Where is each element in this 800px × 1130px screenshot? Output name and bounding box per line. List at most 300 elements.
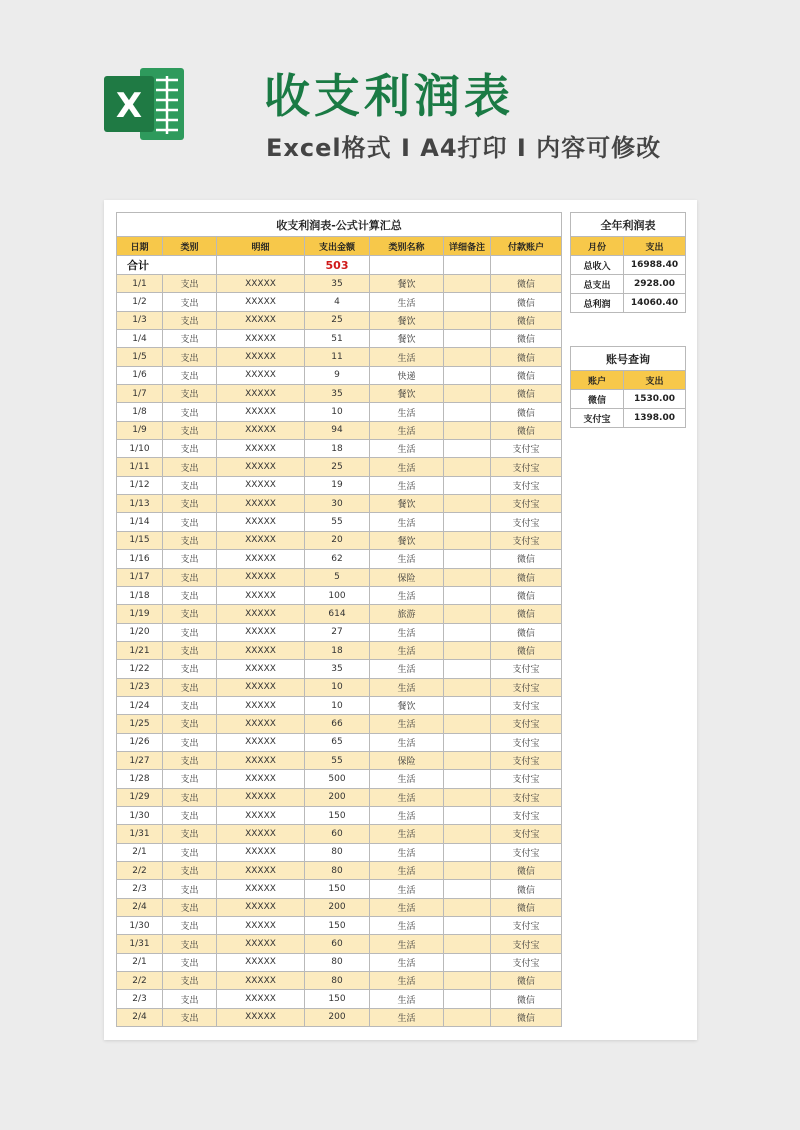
table-row	[117, 586, 562, 604]
expense-table-caption: 收支利润表-公式计算汇总	[117, 213, 562, 237]
date-cell: 1/25	[117, 715, 163, 733]
account-cell: 微信	[491, 623, 562, 641]
detail-cell: XXXXX	[217, 275, 305, 293]
column-header: 支出	[624, 237, 686, 256]
table-row	[117, 972, 562, 990]
account-cell: 微信	[491, 550, 562, 568]
amount-cell: 10	[305, 403, 370, 421]
account-cell: 支付宝	[491, 678, 562, 696]
amount-cell: 100	[305, 586, 370, 604]
logo-letter: X	[115, 86, 143, 126]
table-row	[117, 550, 562, 568]
detail-cell: XXXXX	[217, 476, 305, 494]
table-cell	[444, 256, 491, 275]
category-cell: 生活	[370, 917, 444, 935]
amount-cell: 25	[305, 311, 370, 329]
table-row	[117, 678, 562, 696]
amount-cell: 200	[305, 898, 370, 916]
account-cell: 微信	[491, 348, 562, 366]
amount-cell: 150	[305, 880, 370, 898]
note-cell	[444, 1008, 491, 1026]
amount-cell: 55	[305, 751, 370, 769]
account-cell: 微信	[491, 898, 562, 916]
detail-cell: XXXXX	[217, 678, 305, 696]
date-cell: 1/7	[117, 385, 163, 403]
detail-cell: XXXXX	[217, 586, 305, 604]
table-row	[117, 385, 562, 403]
date-cell: 1/27	[117, 751, 163, 769]
account-cell: 支付宝	[491, 440, 562, 458]
annual-profit-header	[571, 237, 686, 256]
detail-cell: XXXXX	[217, 715, 305, 733]
detail-cell: XXXXX	[217, 293, 305, 311]
table-row	[117, 641, 562, 659]
date-cell: 2/2	[117, 862, 163, 880]
account-cell: 微信	[491, 586, 562, 604]
detail-cell: XXXXX	[217, 898, 305, 916]
date-cell: 1/16	[117, 550, 163, 568]
detail-cell: XXXXX	[217, 513, 305, 531]
type-cell: 支出	[163, 403, 217, 421]
row-value: 1398.00	[624, 409, 686, 428]
detail-cell: XXXXX	[217, 458, 305, 476]
type-cell: 支出	[163, 623, 217, 641]
type-cell: 支出	[163, 476, 217, 494]
type-cell: 支出	[163, 972, 217, 990]
type-cell: 支出	[163, 366, 217, 384]
detail-cell: XXXXX	[217, 330, 305, 348]
detail-cell: XXXXX	[217, 733, 305, 751]
category-cell: 餐饮	[370, 311, 444, 329]
note-cell	[444, 935, 491, 953]
note-cell	[444, 366, 491, 384]
date-cell: 1/31	[117, 935, 163, 953]
row-value: 16988.40	[624, 256, 686, 275]
detail-cell: XXXXX	[217, 843, 305, 861]
detail-cell: XXXXX	[217, 385, 305, 403]
type-cell: 支出	[163, 880, 217, 898]
account-cell: 微信	[491, 568, 562, 586]
table-row	[117, 311, 562, 329]
account-cell: 支付宝	[491, 917, 562, 935]
date-cell: 2/3	[117, 880, 163, 898]
note-cell	[444, 806, 491, 824]
row-value: 2928.00	[624, 275, 686, 294]
table-row	[117, 366, 562, 384]
date-cell: 1/29	[117, 788, 163, 806]
note-cell	[444, 421, 491, 439]
excel-logo-icon	[104, 62, 186, 146]
detail-cell: XXXXX	[217, 421, 305, 439]
table-row	[117, 293, 562, 311]
note-cell	[444, 513, 491, 531]
detail-cell: XXXXX	[217, 788, 305, 806]
date-cell: 1/31	[117, 825, 163, 843]
note-cell	[444, 348, 491, 366]
table-row	[117, 421, 562, 439]
detail-cell: XXXXX	[217, 751, 305, 769]
detail-cell: XXXXX	[217, 1008, 305, 1026]
table-row	[117, 275, 562, 293]
date-cell: 1/6	[117, 366, 163, 384]
category-cell: 生活	[370, 788, 444, 806]
table-row	[117, 715, 562, 733]
type-cell: 支出	[163, 733, 217, 751]
date-cell: 1/26	[117, 733, 163, 751]
category-cell: 生活	[370, 641, 444, 659]
note-cell	[444, 917, 491, 935]
category-cell: 生活	[370, 403, 444, 421]
amount-cell: 80	[305, 972, 370, 990]
table-row	[117, 568, 562, 586]
date-cell: 1/23	[117, 678, 163, 696]
note-cell	[444, 641, 491, 659]
account-cell: 支付宝	[491, 495, 562, 513]
amount-cell: 80	[305, 953, 370, 971]
note-cell	[444, 660, 491, 678]
type-cell: 支出	[163, 788, 217, 806]
account-cell: 支付宝	[491, 770, 562, 788]
type-cell: 支出	[163, 330, 217, 348]
type-cell: 支出	[163, 660, 217, 678]
table-row	[117, 788, 562, 806]
row-label: 支付宝	[571, 409, 624, 428]
type-cell: 支出	[163, 293, 217, 311]
date-cell: 1/8	[117, 403, 163, 421]
type-cell: 支出	[163, 641, 217, 659]
account-cell: 支付宝	[491, 825, 562, 843]
amount-cell: 20	[305, 531, 370, 549]
type-cell: 支出	[163, 770, 217, 788]
total-row	[117, 256, 562, 275]
account-cell: 微信	[491, 641, 562, 659]
column-header: 付款账户	[491, 237, 562, 256]
date-cell: 1/30	[117, 806, 163, 824]
date-cell: 1/13	[117, 495, 163, 513]
type-cell: 支出	[163, 348, 217, 366]
expense-table	[116, 212, 562, 1027]
date-cell: 2/4	[117, 1008, 163, 1026]
amount-cell: 10	[305, 678, 370, 696]
row-value: 14060.40	[624, 294, 686, 313]
note-cell	[444, 696, 491, 714]
type-cell: 支出	[163, 715, 217, 733]
date-cell: 1/15	[117, 531, 163, 549]
row-label: 总利润	[571, 294, 624, 313]
page-header	[0, 0, 800, 190]
date-cell: 1/3	[117, 311, 163, 329]
type-cell: 支出	[163, 440, 217, 458]
note-cell	[444, 862, 491, 880]
type-cell: 支出	[163, 568, 217, 586]
page-title: 收支利润表	[264, 69, 514, 123]
amount-cell: 150	[305, 917, 370, 935]
column-header: 类别	[163, 237, 217, 256]
note-cell	[444, 293, 491, 311]
account-cell: 支付宝	[491, 733, 562, 751]
note-cell	[444, 898, 491, 916]
amount-cell: 11	[305, 348, 370, 366]
date-cell: 1/1	[117, 275, 163, 293]
amount-cell: 500	[305, 770, 370, 788]
account-cell: 支付宝	[491, 513, 562, 531]
type-cell: 支出	[163, 311, 217, 329]
note-cell	[444, 990, 491, 1008]
type-cell: 支出	[163, 678, 217, 696]
type-cell: 支出	[163, 495, 217, 513]
amount-cell: 55	[305, 513, 370, 531]
detail-cell: XXXXX	[217, 641, 305, 659]
amount-cell: 150	[305, 990, 370, 1008]
category-cell: 旅游	[370, 605, 444, 623]
account-cell: 支付宝	[491, 751, 562, 769]
category-cell: 生活	[370, 293, 444, 311]
account-cell: 微信	[491, 972, 562, 990]
date-cell: 2/3	[117, 990, 163, 1008]
detail-cell: XXXXX	[217, 917, 305, 935]
table-row	[117, 330, 562, 348]
table-cell	[217, 256, 305, 275]
note-cell	[444, 330, 491, 348]
table-row	[571, 294, 686, 313]
account-cell: 支付宝	[491, 788, 562, 806]
note-cell	[444, 495, 491, 513]
type-cell: 支出	[163, 825, 217, 843]
detail-cell: XXXXX	[217, 311, 305, 329]
category-cell: 生活	[370, 586, 444, 604]
type-cell: 支出	[163, 898, 217, 916]
category-cell: 快递	[370, 366, 444, 384]
type-cell: 支出	[163, 458, 217, 476]
category-cell: 生活	[370, 550, 444, 568]
detail-cell: XXXXX	[217, 403, 305, 421]
table-row	[117, 843, 562, 861]
category-cell: 餐饮	[370, 275, 444, 293]
date-cell: 1/30	[117, 917, 163, 935]
table-row	[117, 953, 562, 971]
account-cell: 微信	[491, 605, 562, 623]
amount-cell: 19	[305, 476, 370, 494]
date-cell: 1/11	[117, 458, 163, 476]
category-cell: 生活	[370, 862, 444, 880]
annual-profit-table	[570, 212, 686, 313]
type-cell: 支出	[163, 275, 217, 293]
category-cell: 生活	[370, 733, 444, 751]
detail-cell: XXXXX	[217, 366, 305, 384]
table-row	[117, 880, 562, 898]
account-cell: 支付宝	[491, 696, 562, 714]
amount-cell: 35	[305, 275, 370, 293]
category-cell: 生活	[370, 770, 444, 788]
detail-cell: XXXXX	[217, 953, 305, 971]
note-cell	[444, 623, 491, 641]
category-cell: 生活	[370, 806, 444, 824]
amount-cell: 66	[305, 715, 370, 733]
account-lookup-caption: 账号查询	[571, 347, 686, 371]
category-cell: 生活	[370, 825, 444, 843]
type-cell: 支出	[163, 531, 217, 549]
table-row	[117, 403, 562, 421]
date-cell: 1/22	[117, 660, 163, 678]
table-row	[117, 751, 562, 769]
type-cell: 支出	[163, 385, 217, 403]
table-row	[117, 770, 562, 788]
account-cell: 微信	[491, 311, 562, 329]
type-cell: 支出	[163, 513, 217, 531]
date-cell: 1/14	[117, 513, 163, 531]
account-cell: 支付宝	[491, 531, 562, 549]
amount-cell: 60	[305, 935, 370, 953]
category-cell: 保险	[370, 751, 444, 769]
table-row	[571, 275, 686, 294]
note-cell	[444, 531, 491, 549]
date-cell: 2/4	[117, 898, 163, 916]
detail-cell: XXXXX	[217, 495, 305, 513]
note-cell	[444, 715, 491, 733]
table-row	[117, 660, 562, 678]
type-cell: 支出	[163, 990, 217, 1008]
amount-cell: 4	[305, 293, 370, 311]
account-cell: 支付宝	[491, 660, 562, 678]
table-row	[117, 605, 562, 623]
table-row	[117, 476, 562, 494]
category-cell: 生活	[370, 476, 444, 494]
table-row	[117, 531, 562, 549]
type-cell: 支出	[163, 751, 217, 769]
category-cell: 生活	[370, 660, 444, 678]
row-value: 1530.00	[624, 390, 686, 409]
category-cell: 生活	[370, 440, 444, 458]
date-cell: 1/2	[117, 293, 163, 311]
category-cell: 生活	[370, 348, 444, 366]
table-row	[571, 256, 686, 275]
date-cell: 1/28	[117, 770, 163, 788]
detail-cell: XXXXX	[217, 440, 305, 458]
table-row	[117, 458, 562, 476]
date-cell: 1/17	[117, 568, 163, 586]
account-cell: 支付宝	[491, 715, 562, 733]
row-label: 总支出	[571, 275, 624, 294]
note-cell	[444, 550, 491, 568]
date-cell: 2/2	[117, 972, 163, 990]
account-cell: 微信	[491, 1008, 562, 1026]
amount-cell: 80	[305, 862, 370, 880]
amount-cell: 65	[305, 733, 370, 751]
table-row	[117, 917, 562, 935]
type-cell: 支出	[163, 586, 217, 604]
account-cell: 微信	[491, 385, 562, 403]
amount-cell: 18	[305, 641, 370, 659]
account-cell: 微信	[491, 862, 562, 880]
type-cell: 支出	[163, 806, 217, 824]
table-row	[117, 623, 562, 641]
date-cell: 2/1	[117, 843, 163, 861]
category-cell: 生活	[370, 1008, 444, 1026]
detail-cell: XXXXX	[217, 990, 305, 1008]
category-cell: 生活	[370, 935, 444, 953]
amount-cell: 94	[305, 421, 370, 439]
account-cell: 支付宝	[491, 476, 562, 494]
amount-cell: 9	[305, 366, 370, 384]
column-header: 账户	[571, 371, 624, 390]
account-cell: 微信	[491, 880, 562, 898]
amount-cell: 5	[305, 568, 370, 586]
detail-cell: XXXXX	[217, 935, 305, 953]
table-row	[117, 696, 562, 714]
column-header: 支出金额	[305, 237, 370, 256]
account-cell: 支付宝	[491, 953, 562, 971]
account-cell: 微信	[491, 421, 562, 439]
type-cell: 支出	[163, 917, 217, 935]
column-header: 日期	[117, 237, 163, 256]
account-lookup-header	[571, 371, 686, 390]
date-cell: 1/9	[117, 421, 163, 439]
column-header: 详细备注	[444, 237, 491, 256]
category-cell: 餐饮	[370, 385, 444, 403]
note-cell	[444, 678, 491, 696]
amount-cell: 25	[305, 458, 370, 476]
detail-cell: XXXXX	[217, 550, 305, 568]
note-cell	[444, 953, 491, 971]
type-cell: 支出	[163, 696, 217, 714]
note-cell	[444, 880, 491, 898]
table-row	[117, 898, 562, 916]
note-cell	[444, 586, 491, 604]
expense-table-header	[117, 237, 562, 256]
account-cell: 支付宝	[491, 935, 562, 953]
amount-cell: 62	[305, 550, 370, 568]
table-row	[571, 390, 686, 409]
detail-cell: XXXXX	[217, 696, 305, 714]
detail-cell: XXXXX	[217, 825, 305, 843]
account-cell: 微信	[491, 403, 562, 421]
type-cell: 支出	[163, 843, 217, 861]
account-cell: 微信	[491, 330, 562, 348]
category-cell: 餐饮	[370, 495, 444, 513]
account-cell: 微信	[491, 293, 562, 311]
amount-cell: 30	[305, 495, 370, 513]
note-cell	[444, 440, 491, 458]
type-cell: 支出	[163, 605, 217, 623]
table-row	[117, 862, 562, 880]
table-row	[117, 990, 562, 1008]
note-cell	[444, 770, 491, 788]
date-cell: 1/24	[117, 696, 163, 714]
note-cell	[444, 843, 491, 861]
category-cell: 生活	[370, 990, 444, 1008]
date-cell: 1/18	[117, 586, 163, 604]
table-row	[571, 409, 686, 428]
detail-cell: XXXXX	[217, 770, 305, 788]
category-cell: 生活	[370, 843, 444, 861]
detail-cell: XXXXX	[217, 806, 305, 824]
amount-cell: 60	[305, 825, 370, 843]
account-cell: 支付宝	[491, 843, 562, 861]
amount-cell: 27	[305, 623, 370, 641]
account-lookup-table	[570, 346, 686, 428]
note-cell	[444, 605, 491, 623]
detail-cell: XXXXX	[217, 660, 305, 678]
category-cell: 餐饮	[370, 330, 444, 348]
category-cell: 生活	[370, 953, 444, 971]
note-cell	[444, 275, 491, 293]
date-cell: 1/12	[117, 476, 163, 494]
category-cell: 餐饮	[370, 531, 444, 549]
detail-cell: XXXXX	[217, 605, 305, 623]
amount-cell: 200	[305, 1008, 370, 1026]
note-cell	[444, 311, 491, 329]
type-cell: 支出	[163, 953, 217, 971]
